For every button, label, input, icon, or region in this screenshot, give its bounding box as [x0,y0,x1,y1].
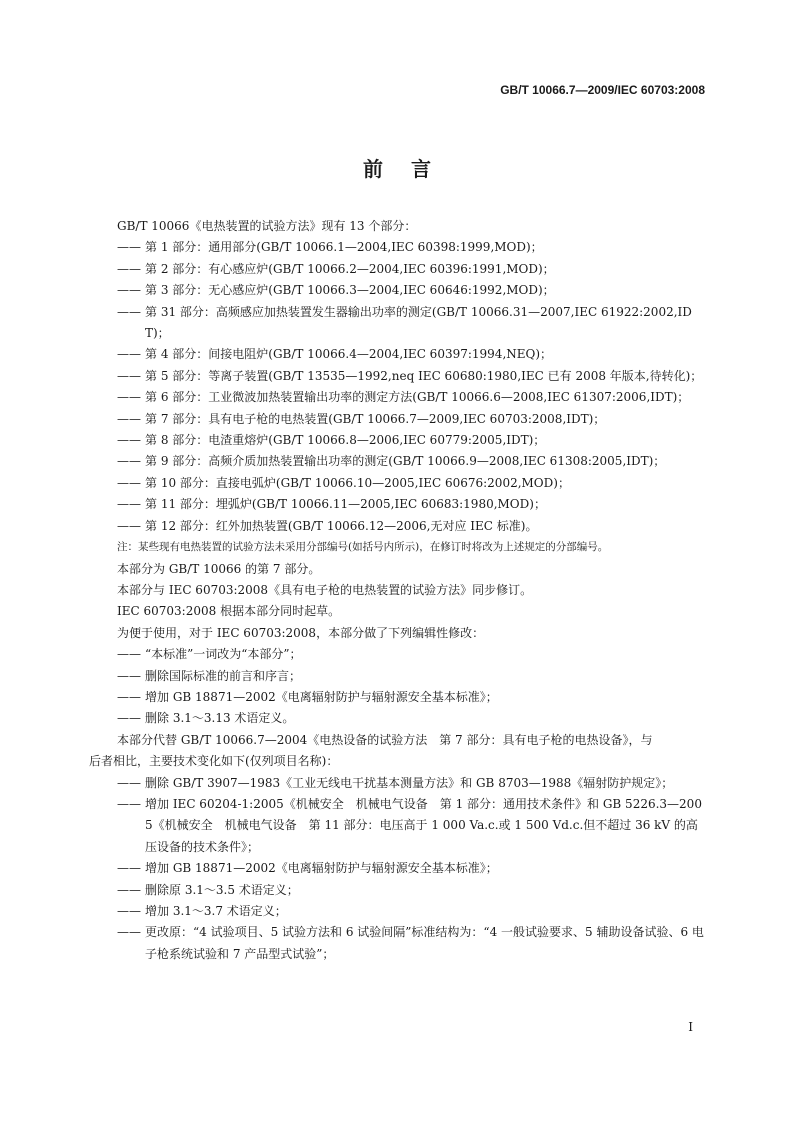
foreword-body [89,216,707,965]
list-item: —— 删除原 3.1～3.5 术语定义； [117,882,299,897]
list-item: —— 第 11 部分：埋弧炉(GB/T 10066.11—2005,IEC 60683:1980,MOD)； [117,497,546,512]
list-item: —— 第 7 部分：具有电子枪的电热装置(GB/T 10066.7—2009,IEC 60703:2008,IDT)； [117,411,606,426]
paragraph-continuation: 后者相比，主要技术变化如下(仅列项目名称)： [89,754,339,769]
list-item: —— 第 4 部分：间接电阻炉(GB/T 10066.4—2004,IEC 60397:1994,NEQ)； [117,347,553,362]
list-item: —— “本标准”一词改为“本部分”； [117,647,302,662]
intro-paragraph: GB/T 10066《电热装置的试验方法》现有 13 个部分： [117,219,417,233]
list-item: —— 更改原：“4 试验项目、5 试验方法和 6 试验间隔”标准结构为：“4 一般试验要求、5 辅助设备试验、6 电子枪系统试验和 7 产品型式试验”； [117,925,704,961]
list-item: —— 第 31 部分：高频感应加热装置发生器输出功率的测定(GB/T 10066.31—2007,IEC 61922:2002,IDT)； [117,304,692,341]
paragraph: 为便于使用，对于 IEC 60703:2008，本部分做了下列编辑性修改： [117,625,485,640]
list-item: —— 第 5 部分：等离子装置(GB/T 13535—1992,neq IEC 60680:1980,IEC 已有 2008 年版本,待转化)； [117,368,703,383]
list-item: —— 删除 3.1～3.13 术语定义。 [117,711,295,726]
page-title: 前言 [363,157,459,181]
list-item: —— 第 12 部分：红外加热装置(GB/T 10066.12—2006,无对应 IEC 标准)。 [117,518,538,533]
list-item: —— 第 1 部分：通用部分(GB/T 10066.1—2004,IEC 60398:1999,MOD)； [117,240,543,255]
list-item: —— 第 9 部分：高频介质加热装置输出功率的测定(GB/T 10066.9—2008,IEC 61308:2005,IDT)； [117,454,666,469]
list-item: —— 删除 GB/T 3907—1983《工业无线电干扰基本测量方法》和 GB 8703—1988《辐射防护规定》； [117,775,674,790]
list-item: —— 第 3 部分：无心感应炉(GB/T 10066.3—2004,IEC 60646:1992,MOD)； [117,283,555,298]
list-item: —— 增加 IEC 60204-1:2005《机械安全 机械电气设备 第 1 部分：通用技术条件》和 GB 5226.3—2005《机械安全 机械电气设备 第 11 部分：电压高于 1 000 Va.c.或 1 500 Vd.c.但不超过 36 kV 的高压设备的技术条件》； [117,796,702,854]
paragraph: 本部分代替 GB/T 10066.7—2004《电热设备的试验方法 第 7 部分：具有电子枪的电热设备》，与 [117,732,653,747]
page-number: I [688,1020,693,1034]
list-item: —— 第 6 部分：工业微波加热装置输出功率的测定方法(GB/T 10066.6—2008,IEC 61307:2006,IDT)； [117,390,690,405]
standard-number-header: GB/T 10066.7—2009/IEC 60703:2008 [500,83,705,97]
list-item: —— 第 2 部分：有心感应炉(GB/T 10066.2—2004,IEC 60396:1991,MOD)； [117,261,555,276]
list-item: —— 第 8 部分：电渣重熔炉(GB/T 10066.8—2006,IEC 60779:2005,IDT)； [117,433,546,448]
paragraph: IEC 60703:2008 根据本部分同时起草。 [117,604,341,619]
list-item: —— 第 10 部分：直接电弧炉(GB/T 10066.10—2005,IEC 60676:2002,MOD)； [117,475,570,490]
list-item: —— 增加 GB 18871—2002《电离辐射防护与辐射源安全基本标准》； [117,861,498,876]
list-item: —— 删除国际标准的前言和序言； [117,668,302,683]
list-item: —— 增加 3.1～3.7 术语定义； [117,904,287,918]
list-item: —— 增加 GB 18871—2002《电离辐射防护与辐射源安全基本标准》； [117,689,498,704]
paragraph: 本部分与 IEC 60703:2008《具有电子枪的电热装置的试验方法》同步修订。 [117,582,533,597]
paragraph: 本部分为 GB/T 10066 的第 7 部分。 [117,561,321,576]
note-text: 注：某些现有电热装置的试验方法未采用分部编号(如括号内所示)，在修订时将改为上述规定的分部编号。 [117,541,609,554]
